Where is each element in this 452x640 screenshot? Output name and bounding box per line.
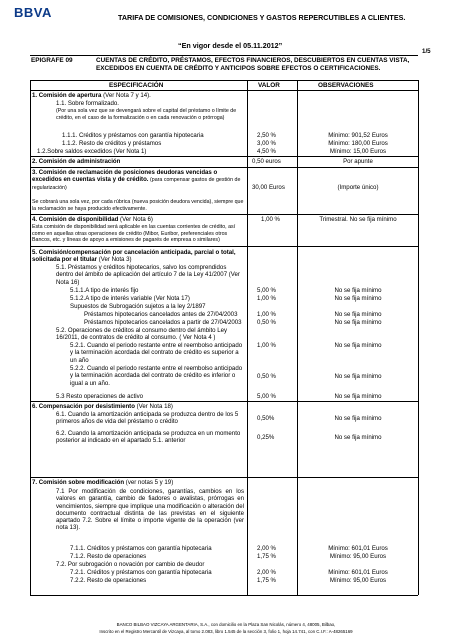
column-header-spec: ESPECIFICACIÓN	[109, 82, 164, 89]
row-7-1-1-label: 7.1.1. Créditos y préstamos con garantía hipotecaria	[70, 545, 212, 552]
row-5-1-1-valor: 5,00 %	[257, 287, 276, 294]
subsection-5-2: 5.2. Operaciones de créditos al consumo dentro del ámbito Ley 16/2011, de contratos de crédito al consumo. ( Ver Nota 4 )	[56, 327, 228, 342]
table-border-right	[418, 80, 419, 595]
row-7-1-2-label: 7.1.2. Resto de operaciones	[70, 553, 147, 560]
row-5-2-1-label: 5.2.1. Cuando el periodo restante entre el reembolso anticipado y la terminación acordada del contrato de crédito es superior a un año	[70, 342, 243, 364]
bbva-logo	[14, 5, 106, 19]
section-1-note: (Por una sola vez que se devengará sobre el capital del préstamo o límite de crédito, en el caso de la formalización o en cada renovación o prórroga)	[56, 108, 237, 121]
row-1-2-obs: Mínimo: 15,00 Euros	[329, 148, 387, 155]
table-border-left	[30, 80, 31, 595]
table-bottom-border	[30, 595, 418, 596]
divider	[30, 55, 418, 56]
section-3-valor: 30,00 Euros	[252, 184, 285, 191]
row-subrog-b-obs: No se fija mínimo	[334, 319, 382, 326]
row-7-2-2-obs: Mínimo: 95,00 Euros	[329, 577, 387, 584]
row-5-2-2-valor: 0,50 %	[257, 373, 276, 380]
row-6-1-obs: No se fija mínimo	[334, 415, 382, 422]
column-header-obs: OBSERVACIONES	[318, 82, 374, 89]
row-7-1-2-obs: Mínimo: 95,00 Euros	[329, 553, 387, 560]
row-divider	[30, 167, 418, 168]
row-7-1-1-obs: Mínimo: 601,01 Euros	[328, 545, 388, 552]
section-7-title: 7. Comisión sobre modificación (ver notas 5 y 19)	[32, 479, 174, 486]
row-divider	[30, 156, 418, 157]
row-5-3-obs: No se fija mínimo	[334, 393, 382, 400]
row-subrog-a-label: Préstamos hipotecarios cancelados antes de 27/04/2003	[84, 311, 238, 318]
paragraph-7-1: 7.1 Por modificación de condiciones, garantías, cambios en los valores en garantía, cambio de fiadores o avalistas, prórrogas en vencimientos, siempre que implique una modificación o alteración del documento contractual distinta de las previstas en el siguiente apartado 7.2. Sobre el límite o importe vigente de la operación (ver nota 13).	[56, 488, 244, 532]
row-divider	[30, 477, 418, 478]
row-5-1-1-label: 5.1.1.A tipo de interés fijo	[70, 287, 139, 294]
section-4-obs: Trimestral. No se fija mínimo	[319, 216, 397, 223]
row-subrog-b-valor: 0,50 %	[257, 319, 276, 326]
row-7-1-1-valor: 2,00 %	[257, 545, 276, 552]
section-3-title: 3. Comisión de reclamación de posiciones deudoras vencidas o excedidos en cuentas vista y de crédito. (para compensar gastos de gestión de regularización)	[32, 169, 241, 191]
logo-text: BBVA	[14, 5, 52, 20]
section-3-note: Se cobrará una sola vez, por cada rúbrica (nueva posición deudora vencida), siempre que la reclamación se haya producido efectivamente.	[32, 199, 244, 212]
row-7-2-1-obs: Mínimo: 601,01 Euros	[328, 569, 388, 576]
document-title: TARIFA DE COMISIONES, CONDICIONES Y GASTOS REPERCUTIBLES A CLIENTES.	[118, 13, 406, 22]
row-7-2-1-valor: 2,00 %	[257, 569, 276, 576]
row-6-1-valor: 0,50%	[257, 415, 275, 422]
row-6-2-obs: No se fija mínimo	[334, 434, 382, 441]
page-number: 1/5	[422, 48, 431, 55]
table-top-border	[30, 80, 418, 81]
row-5-1-2-valor: 1,00 %	[257, 295, 276, 302]
subsection-5-1: 5.1. Préstamos y créditos hipotecarios, salvo los comprendidos dentro del ámbito de aplicación del artículo 7 de la Ley 41/2007 (Ver Nota 16)	[56, 264, 240, 286]
subrogation-heading: Supuestos de Subrogación sujetos a la ley 2/1897	[70, 303, 206, 310]
column-header-valor: VALOR	[258, 82, 280, 89]
section-4-valor: 1,00 %	[261, 216, 280, 223]
row-7-2-2-label: 7.2.2. Resto de operaciones	[70, 577, 147, 584]
row-subrog-b-label: Préstamos hipotecarios cancelados a partir de 27/04/2003	[84, 319, 242, 326]
row-5-1-2-label: 5.1.2.A tipo de interés variable (Ver Nota 17)	[70, 295, 190, 302]
row-subrog-a-valor: 1,00 %	[257, 311, 276, 318]
row-1-1-2-label: 1.1.2. Resto de créditos y préstamos	[62, 140, 162, 147]
subsection-7-2: 7.2. Por subrogación o novación por cambio de deudor	[56, 561, 205, 568]
row-5-1-1-obs: No se fija mínimo	[334, 287, 382, 294]
footer-line-2: Inscrito en el Registro Mercantil de Vizcaya, al tomo 2.083, libro 1.545 de la sección 3, folio 1, hoja 14.741, con C.I.F.: A-48265169	[99, 629, 353, 634]
row-5-3-valor: 5,00 %	[257, 393, 276, 400]
row-1-2-label: 1.2.Sobre saldos excedidos (Ver Nota 1)	[37, 148, 147, 155]
row-divider	[30, 246, 418, 247]
subsection-1-1: 1.1. Sobre formalizado.	[56, 100, 120, 107]
row-7-2-1-label: 7.2.1. Créditos y préstamos con garantía hipotecaria	[70, 569, 212, 576]
section-5-title: 5. Comisión/compensación por cancelación anticipada, parcial o total, solicitada por el titular (Ver Nota 3)	[32, 249, 236, 264]
row-5-2-2-label: 5.2.2. Cuando el periodo restante entre el reembolso anticipado y la terminación acordada del contrato de crédito es inferior o igual a un año.	[70, 365, 243, 387]
section-2-obs: Por apunte	[343, 158, 373, 165]
row-5-2-2-obs: No se fija mínimo	[334, 373, 382, 380]
epigrafe-title: CUENTAS DE CRÉDITO, PRÉSTAMOS, EFECTOS FINANCIEROS, DESCUBIERTOS EN CUENTAS VISTA, EXCEDIDOS EN CUENTA DE CRÉDITO Y ANTICIPOS SOBRE EFECTOS O CERTIFICACIONES.	[96, 57, 410, 72]
column-divider	[247, 80, 248, 595]
row-1-1-2-valor: 3,00 %	[257, 140, 276, 147]
section-3-obs: (Importe único)	[337, 184, 379, 191]
epigrafe-code: EPIGRAFE 09	[31, 57, 73, 64]
row-divider	[30, 401, 418, 402]
row-6-2-valor: 0,25%	[257, 434, 275, 441]
row-5-2-1-valor: 1,00 %	[257, 342, 276, 349]
row-1-2-valor: 4,50 %	[257, 148, 276, 155]
section-6-title: 6. Compensación por desistimiento (Ver Nota 18)	[32, 403, 173, 410]
section-4-note: Esta comisión de disponibilidad será aplicable en las cuentas corrientes de crédito, así como en aquellas otras operaciones de crédito (Mibor, Euribor, preferenciales otros Bancos, etc. y líneas de apoyo a emisiones de pagarés de empresa o similares)	[32, 224, 236, 244]
effective-date: “En vigor desde el 05.11.2012”	[178, 41, 283, 50]
row-5-1-2-obs: No se fija mínimo	[334, 295, 382, 302]
row-5-2-1-obs: No se fija mínimo	[334, 342, 382, 349]
section-2-valor: 0,50 euros	[252, 158, 281, 165]
footer-line-1: BANCO BILBAO VIZCAYA ARGENTARIA, S.A., con domicilio en la Plaza San Nicolás, número 4, 48005, Bilbao,	[116, 622, 336, 627]
table-header-border	[30, 90, 418, 91]
row-6-2-label: 6.2. Cuando la amortización anticipada se produzca en un momento posterior al indicado en el apartado 5.1. anterior	[56, 430, 241, 445]
row-1-1-1-label: 1.1.1. Créditos y préstamos con garantía hipotecaria	[62, 132, 204, 139]
section-4-title: 4. Comisión de disponibilidad (Ver Nota 6)	[32, 216, 153, 223]
row-7-2-2-valor: 1,75 %	[257, 577, 276, 584]
row-1-1-2-obs: Mínimo: 180,00 Euros	[328, 140, 388, 147]
section-1-title: 1. Comisión de apertura (Ver Nota 7 y 14).	[32, 92, 151, 99]
row-divider	[30, 214, 418, 215]
row-subrog-a-obs: No se fija mínimo	[334, 311, 382, 318]
row-6-1-label: 6.1. Cuando la amortización anticipada se produzca dentro de los 5 primeros años de vida del préstamo o crédito	[56, 411, 239, 426]
row-7-1-2-valor: 1,75 %	[257, 553, 276, 560]
row-5-3-label: 5.3 Resto operaciones de activo	[56, 393, 144, 400]
section-2-title: 2. Comisión de administración	[32, 158, 121, 165]
row-1-1-1-obs: Mínimo: 901,52 Euros	[328, 132, 388, 139]
row-1-1-1-valor: 2,50 %	[257, 132, 276, 139]
